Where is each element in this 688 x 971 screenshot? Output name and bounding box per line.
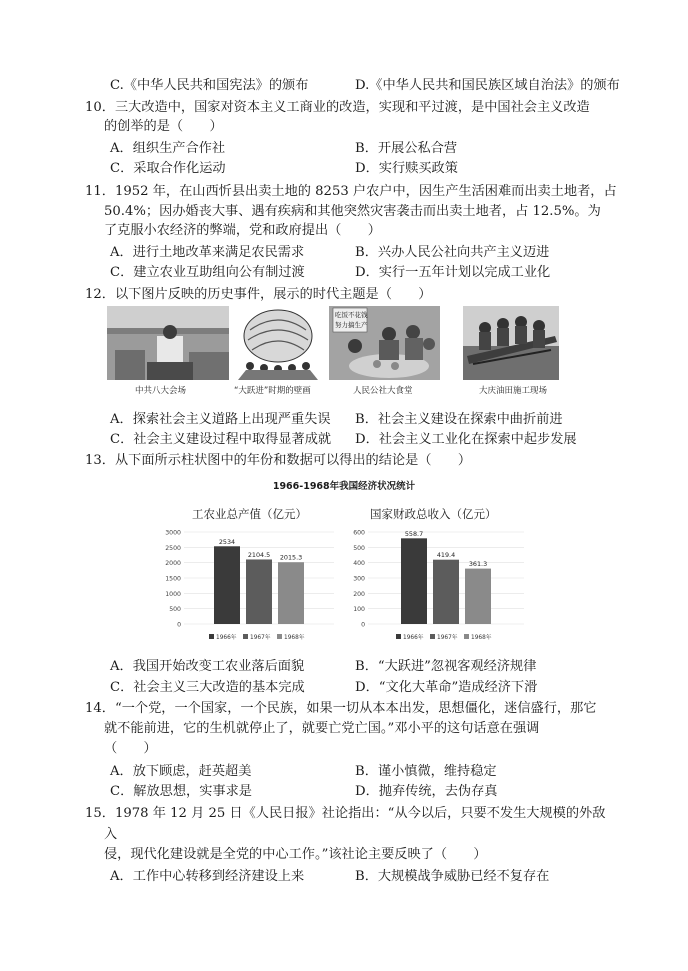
legend-label: 1967年 [437,635,458,641]
q14-stem-line2: 就不能前进，它的生机就停止了，就要亡党亡国。”邓小平的这句话意在强调 [104,721,540,736]
q9-option-d: D.《中华人民共和国民族区域自治法》的颁布 [355,78,620,93]
q10-option-b: B．开展公私合营 [355,141,458,156]
q12-option-d: D．社会主义工业化在探索中起步发展 [355,432,577,447]
legend-swatch [430,634,435,639]
y-tick-label: 100 [353,606,365,614]
legend-label: 1967年 [250,635,271,641]
legend-swatch [243,634,248,639]
data-label: 2015.3 [279,553,303,562]
y-tick-label: 400 [353,560,365,568]
bar-1966年 [214,546,240,624]
y-tick-label: 2500 [165,544,181,552]
chart-suptitle: 1966-1968年我国经济状况统计 [272,481,416,492]
y-tick-label: 0 [361,621,365,629]
q13-option-a: A．我国开始改变工农业落后面貌 [110,659,305,674]
photo-daqing-oilfield [463,306,559,380]
data-label: 361.3 [468,560,488,569]
q14-stem-line1: 14．“一个党，一个国家，一个民族，如果一切从本本出发，思想僵化，迷信盛行，那它 [85,701,597,716]
photo-party-congress [107,306,229,380]
q10-stem-line2: 的创举的是（ ） [104,119,223,134]
q13-option-c: C．社会主义三大改造的基本完成 [110,680,305,695]
data-label: 2104.5 [247,550,271,559]
legend-label: 1966年 [216,635,237,641]
q11-option-b: B．兴办人民公社向共产主义迈进 [355,245,550,260]
q14-option-c: C．解放思想，实事求是 [110,784,252,799]
q11-option-d: D．实行一五年计划以完成工业化 [355,265,551,280]
q10-option-c: C．采取合作化运动 [110,161,226,176]
y-tick-label: 600 [353,529,365,537]
poster-line-2: 努力搞生产 [335,321,368,329]
q9-option-c: C.《中华人民共和国宪法》的颁布 [110,78,309,93]
y-tick-label: 1000 [165,590,181,598]
y-tick-label: 1500 [165,575,181,583]
bar-1968年 [278,562,304,624]
legend-label: 1966年 [403,635,424,641]
q11-stem-line1: 11．1952 年，在山西忻县出卖土地的 8253 户农户中，因生产生活困难而出卖土地者，占 [85,184,617,199]
legend-swatch [209,634,214,639]
chart-right-title: 国家财政总收入（亿元） [370,507,497,521]
q10-option-d: D．实行赎买政策 [355,161,458,176]
q14-option-b: B．谨小慎微，维持稳定 [355,764,497,779]
q12-stem: 12．以下图片反映的历史事件，展示的时代主题是（ ） [85,287,432,302]
y-tick-label: 500 [353,544,365,552]
poster-line-1: 吃饭不花钱 [335,311,368,319]
data-label: 419.4 [436,551,456,560]
q11-option-a: A．进行土地改革来满足农民需求 [110,245,305,260]
photo-people-commune-canteen [329,306,440,380]
legend-swatch [396,634,401,639]
caption-party-congress: 中共八大会场 [135,386,187,396]
q13-option-d: D．“文化大革命”造成经济下滑 [355,680,538,695]
y-tick-label: 0 [177,621,181,629]
y-tick-label: 200 [353,590,365,598]
data-label: 558.7 [404,529,424,538]
q10-stem-line1: 10．三大改造中，国家对资本主义工商业的改造，实现和平过渡，是中国社会主义改造 [85,100,590,115]
legend-swatch [464,634,469,639]
q12-option-a: A．探索社会主义道路上出现严重失误 [110,412,331,427]
q14-option-a: A．放下顾虑，赶英超美 [110,764,252,779]
q12-photo-strip [107,306,559,396]
bar-1968年 [465,569,491,624]
y-tick-label: 300 [353,575,365,583]
chart-left-title: 工农业总产值（亿元） [192,507,307,521]
legend-swatch [277,634,282,639]
y-tick-label: 3000 [165,529,181,537]
bar-1967年 [433,560,459,624]
q14-option-d: D．抛弃传统，去伪存真 [355,784,498,799]
y-tick-label: 500 [169,606,181,614]
chart-fiscal-revenue [342,524,528,650]
q12-option-c: C．社会主义建设过程中取得显著成就 [110,432,332,447]
q13-stem: 13．从下面所示柱状图中的年份和数据可以得出的结论是（ ） [85,453,472,468]
caption-people-commune-canteen: 人民公社大食堂 [353,386,413,396]
q11-option-c: C．建立农业互助组向公有制过渡 [110,265,305,280]
q15-stem-line3: 侵，现代化建设就是全党的中心工作。”该社论主要反映了（ ） [104,847,487,862]
caption-great-leap-mural: “大跃进”时期的壁画 [234,386,311,396]
caption-daqing-oilfield: 大庆油田施工现场 [479,386,548,396]
q10-option-a: A．组织生产合作社 [110,141,226,156]
bar-1966年 [401,538,427,624]
photo-great-leap-mural [230,306,326,380]
data-label: 2534 [218,537,236,546]
q15-option-b: B．大规模战争威胁已经不复存在 [355,869,550,884]
legend-label: 1968年 [471,635,492,641]
y-tick-label: 2000 [165,560,181,568]
q13-option-b: B．“大跃进”忽视客观经济规律 [355,659,537,674]
chart-gross-output [158,524,338,650]
q11-stem-line2: 50.4%；因办婚丧大事、遇有疾病和其他突然灾害袭击而出卖土地者，占 12.5%。为 [104,204,601,219]
legend-label: 1968年 [284,635,305,641]
q12-option-b: B．社会主义建设在探索中曲折前进 [355,412,563,427]
q15-option-a: A．工作中心转移到经济建设上来 [110,869,305,884]
q14-stem-line3: （ ） [104,741,157,756]
bar-1967年 [246,559,272,624]
q11-stem-line3: 了克服小农经济的弊端，党和政府提出（ ） [104,223,381,238]
q15-stem-line2: 入 [104,827,118,842]
q15-stem-line1: 15．1978 年 12 月 25 日《人民日报》社论指出：“从今以后，只要不发生大规模的外敌 [85,806,606,821]
